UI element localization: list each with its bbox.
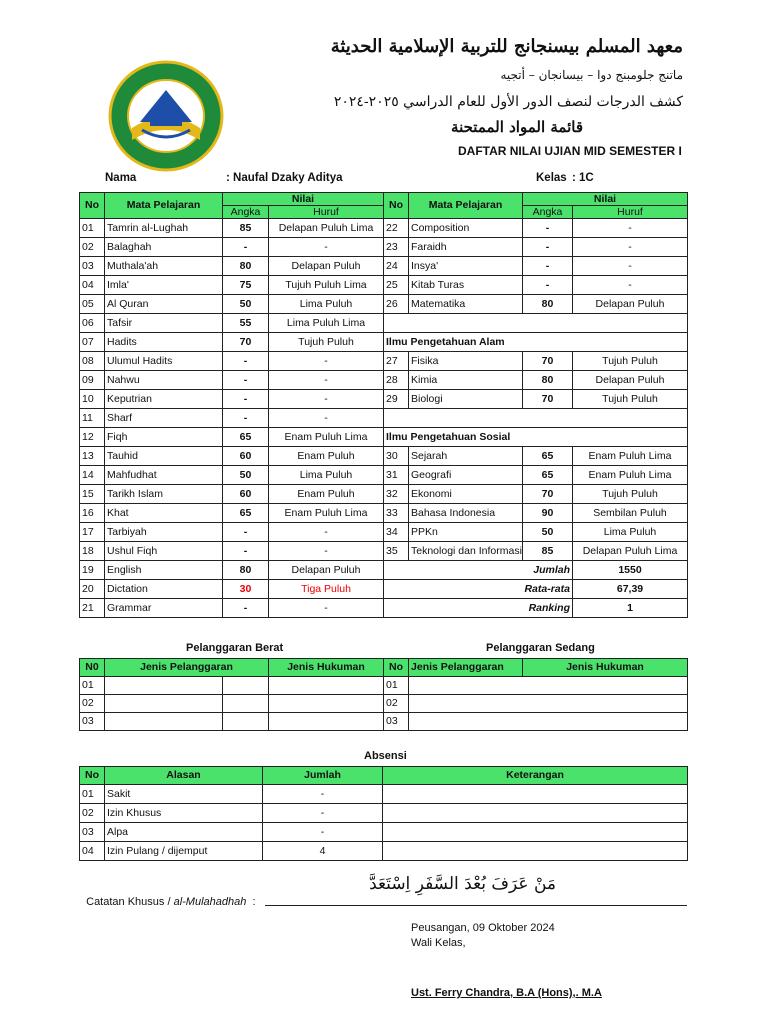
class-label: Kelas [536, 172, 567, 184]
grade-words-right: Tujuh Puluh [573, 485, 688, 504]
grade-no: 11 [80, 409, 105, 428]
grade-score-right: 80 [523, 295, 573, 314]
grade-no: 03 [80, 257, 105, 276]
grade-subject: Tarbiyah [105, 523, 223, 542]
grade-no: 15 [80, 485, 105, 504]
violations-medium-title: Pelanggaran Sedang [486, 642, 595, 654]
grade-subject-right: Geografi [409, 466, 523, 485]
grade-score: - [223, 599, 269, 618]
grade-subject-right: PPKn [409, 523, 523, 542]
grade-subject: English [105, 561, 223, 580]
grade-row [80, 371, 688, 390]
grade-words: - [269, 542, 384, 561]
grade-row [80, 257, 688, 276]
notes-label-italic: al-Mulahadhah [173, 896, 247, 908]
section-ips: Ilmu Pengetahuan Sosial [384, 428, 688, 447]
grade-words-right: Tujuh Puluh [573, 352, 688, 371]
grade-score: 30 [223, 580, 269, 599]
notes-line [265, 905, 687, 906]
col-huruf-right: Huruf [573, 206, 688, 219]
notes-label-suffix: : [246, 896, 256, 908]
grade-words: Lima Puluh Lima [269, 314, 384, 333]
grade-words-right: - [573, 276, 688, 295]
grade-no: 14 [80, 466, 105, 485]
col-no-right: No [384, 193, 409, 219]
violation-punishment-cell [269, 713, 384, 731]
grade-score: - [223, 371, 269, 390]
grade-subject-right: Insya' [409, 257, 523, 276]
grade-no-right: 35 [384, 542, 409, 561]
grade-no: 05 [80, 295, 105, 314]
notes-arabic-quote: مَنْ عَرَفَ بُعْدَ السَّفَرِ اِسْتَعَدَّ [369, 874, 556, 894]
school-logo [106, 56, 226, 176]
col-huruf: Huruf [269, 206, 384, 219]
violation-type-cell [105, 713, 223, 731]
grade-words: Tiga Puluh [269, 580, 384, 599]
signature-role: Wali Kelas, [411, 937, 466, 949]
grade-words: Delapan Puluh Lima [269, 219, 384, 238]
attendance-reason: Sakit [105, 785, 263, 804]
violations-col-type: Jenis Pelanggaran [105, 659, 269, 677]
total-value: 1550 [573, 561, 688, 580]
grade-row [80, 219, 688, 238]
col-nilai-right: Nilai [523, 193, 688, 206]
grade-score: - [223, 238, 269, 257]
violation-row-no: 02 [80, 695, 105, 713]
grade-words: - [269, 599, 384, 618]
violations-col-punishment: Jenis Hukuman [269, 659, 384, 677]
arabic-subject-list: قائمة المواد الممتحنة [451, 118, 583, 136]
grade-subject-right: Fisika [409, 352, 523, 371]
grade-words-right: - [573, 257, 688, 276]
col-angka-right: Angka [523, 206, 573, 219]
grade-words: - [269, 352, 384, 371]
grade-score: 80 [223, 257, 269, 276]
violation-cell-right [409, 695, 688, 713]
grade-no-right: 31 [384, 466, 409, 485]
violations-table [79, 658, 688, 731]
grade-score-right: 80 [523, 371, 573, 390]
grade-words-right: Delapan Puluh Lima [573, 542, 688, 561]
page-title: DAFTAR NILAI UJIAN MID SEMESTER I [458, 144, 682, 158]
violation-cell-right [409, 713, 688, 731]
grade-subject-right: Kitab Turas [409, 276, 523, 295]
grade-words: Tujuh Puluh [269, 333, 384, 352]
grade-score-right: 65 [523, 447, 573, 466]
attendance-notes [383, 804, 688, 823]
grade-no-right: 27 [384, 352, 409, 371]
violations-heavy-title: Pelanggaran Berat [186, 642, 284, 654]
grade-no: 19 [80, 561, 105, 580]
grade-subject-right: Teknologi dan Informasi [409, 542, 523, 561]
grade-no: 12 [80, 428, 105, 447]
grade-score: 80 [223, 561, 269, 580]
grade-words-right: Enam Puluh Lima [573, 466, 688, 485]
grade-score: 60 [223, 485, 269, 504]
grade-no-right: 33 [384, 504, 409, 523]
grade-row [80, 485, 688, 504]
grade-subject-right: Matematika [409, 295, 523, 314]
violation-punishment-cell [269, 695, 384, 713]
grade-subject: Khat [105, 504, 223, 523]
grade-subject: Tarikh Islam [105, 485, 223, 504]
grade-score-right: - [523, 219, 573, 238]
grade-subject-right: Bahasa Indonesia [409, 504, 523, 523]
grade-subject-right: Sejarah [409, 447, 523, 466]
arabic-report-title: كشف الدرجات لنصف الدور الأول للعام الدراسي ٢٠٢٥-٢٠٢٤ [333, 94, 683, 110]
grade-row [80, 333, 688, 352]
violation-spare-cell [223, 695, 269, 713]
grade-no: 07 [80, 333, 105, 352]
grade-score: 75 [223, 276, 269, 295]
violation-type-cell [105, 677, 223, 695]
grade-no: 13 [80, 447, 105, 466]
attendance-notes [383, 785, 688, 804]
grade-score: 55 [223, 314, 269, 333]
grade-words: Delapan Puluh [269, 257, 384, 276]
grade-subject-right: Kimia [409, 371, 523, 390]
grade-score: 85 [223, 219, 269, 238]
class-value: : 1C [572, 172, 594, 184]
violations-col-no: N0 [80, 659, 105, 677]
grade-subject: Fiqh [105, 428, 223, 447]
grade-subject: Tamrin al-Lughah [105, 219, 223, 238]
attendance-count: - [263, 785, 383, 804]
violations-col-type-right: Jenis Pelanggaran [409, 659, 523, 677]
violation-cell-right [409, 677, 688, 695]
grade-subject: Sharf [105, 409, 223, 428]
col-angka: Angka [223, 206, 269, 219]
grade-row [80, 428, 688, 447]
grade-score-right: 50 [523, 523, 573, 542]
grade-score-right: 70 [523, 352, 573, 371]
signature-name: Ust. Ferry Chandra, B.A (Hons),. M.A [411, 987, 602, 999]
grade-words: - [269, 523, 384, 542]
grade-words-right: - [573, 219, 688, 238]
grade-subject: Hadits [105, 333, 223, 352]
grade-score-right: 65 [523, 466, 573, 485]
grade-score: - [223, 409, 269, 428]
grade-words: - [269, 409, 384, 428]
grade-row [80, 238, 688, 257]
violation-type-cell [105, 695, 223, 713]
grade-score: 60 [223, 447, 269, 466]
grade-no-right: 23 [384, 238, 409, 257]
grade-score-right: 70 [523, 485, 573, 504]
grade-row [80, 295, 688, 314]
grade-no-right: 30 [384, 447, 409, 466]
grade-row [80, 523, 688, 542]
grade-subject: Tafsir [105, 314, 223, 333]
attendance-row-no: 04 [80, 842, 105, 861]
attendance-notes [383, 823, 688, 842]
attendance-count: - [263, 804, 383, 823]
grade-no-right: 22 [384, 219, 409, 238]
grade-no: 04 [80, 276, 105, 295]
grade-subject: Ulumul Hadits [105, 352, 223, 371]
grade-words-right: Delapan Puluh [573, 371, 688, 390]
grade-row [80, 352, 688, 371]
grade-no-right: 34 [384, 523, 409, 542]
signature-place-date: Peusangan, 09 Oktober 2024 [411, 922, 555, 934]
grade-score: - [223, 390, 269, 409]
grade-no: 01 [80, 219, 105, 238]
grade-row [80, 314, 688, 333]
notes-label [80, 884, 256, 908]
grade-words-right: Enam Puluh Lima [573, 447, 688, 466]
arabic-institution-name: معهد المسلم بيسنجانج للتربية الإسلامية الحديثة [330, 36, 683, 57]
grade-no: 17 [80, 523, 105, 542]
grade-subject: Muthala'ah [105, 257, 223, 276]
grade-no: 21 [80, 599, 105, 618]
name-label: Nama [105, 172, 137, 184]
name-value: : Naufal Dzaky Aditya [226, 172, 343, 184]
grade-row [80, 580, 688, 599]
grade-words-right: Lima Puluh [573, 523, 688, 542]
notes-label-prefix: Catatan Khusus / [86, 896, 174, 908]
grade-row [80, 409, 688, 428]
grade-empty-right [384, 409, 688, 428]
grade-subject: Imla' [105, 276, 223, 295]
grade-subject-right: Faraidh [409, 238, 523, 257]
grade-score-right: - [523, 238, 573, 257]
grade-row [80, 542, 688, 561]
attendance-col-notes: Keterangan [383, 767, 688, 785]
grade-score-right: 90 [523, 504, 573, 523]
grade-row [80, 599, 688, 618]
grade-no: 18 [80, 542, 105, 561]
grade-no: 09 [80, 371, 105, 390]
grade-subject: Mahfudhat [105, 466, 223, 485]
grade-row [80, 390, 688, 409]
grade-words: Lima Puluh [269, 295, 384, 314]
grade-no-right: 26 [384, 295, 409, 314]
col-nilai: Nilai [223, 193, 384, 206]
grade-no: 02 [80, 238, 105, 257]
grade-score: 50 [223, 295, 269, 314]
attendance-reason: Izin Pulang / dijemput [105, 842, 263, 861]
grade-words: - [269, 371, 384, 390]
average-label: Rata-rata [384, 580, 573, 599]
grade-no-right: 25 [384, 276, 409, 295]
grade-score: 70 [223, 333, 269, 352]
attendance-col-reason: Alasan [105, 767, 263, 785]
grade-no-right: 29 [384, 390, 409, 409]
rank-value: 1 [573, 599, 688, 618]
grade-subject-right: Ekonomi [409, 485, 523, 504]
grade-score: 65 [223, 428, 269, 447]
arabic-address: ماتنج جلومبنج دوا – بيسانجان – أتجيه [500, 68, 683, 82]
attendance-row-no: 01 [80, 785, 105, 804]
grades-table [79, 192, 688, 618]
grade-score: 65 [223, 504, 269, 523]
grade-subject-right: Composition [409, 219, 523, 238]
violation-row-no-right: 02 [384, 695, 409, 713]
attendance-col-no: No [80, 767, 105, 785]
total-label: Jumlah [384, 561, 573, 580]
grade-score: - [223, 542, 269, 561]
grade-no-right: 32 [384, 485, 409, 504]
grade-subject: Dictation [105, 580, 223, 599]
grade-subject: Ushul Fiqh [105, 542, 223, 561]
grade-subject: Balaghah [105, 238, 223, 257]
col-subject-right: Mata Pelajaran [409, 193, 523, 219]
grade-no: 16 [80, 504, 105, 523]
col-subject: Mata Pelajaran [105, 193, 223, 219]
grade-words: Enam Puluh [269, 447, 384, 466]
grade-subject: Grammar [105, 599, 223, 618]
grade-words-right: - [573, 238, 688, 257]
grade-no: 20 [80, 580, 105, 599]
grade-empty-right [384, 314, 688, 333]
grade-score-right: - [523, 276, 573, 295]
grade-words: Tujuh Puluh Lima [269, 276, 384, 295]
attendance-count: 4 [263, 842, 383, 861]
grade-subject: Tauhid [105, 447, 223, 466]
grade-words: Lima Puluh [269, 466, 384, 485]
attendance-count: - [263, 823, 383, 842]
violations-col-no-right: No [384, 659, 409, 677]
grade-no-right: 24 [384, 257, 409, 276]
grade-words-right: Tujuh Puluh [573, 390, 688, 409]
average-value: 67,39 [573, 580, 688, 599]
violation-row-no: 01 [80, 677, 105, 695]
attendance-notes [383, 842, 688, 861]
attendance-row-no: 02 [80, 804, 105, 823]
violation-punishment-cell [269, 677, 384, 695]
grade-score-right: 85 [523, 542, 573, 561]
grade-words-right: Sembilan Puluh [573, 504, 688, 523]
grade-subject: Nahwu [105, 371, 223, 390]
violation-row-no-right: 03 [384, 713, 409, 731]
attendance-reason: Alpa [105, 823, 263, 842]
grade-no: 08 [80, 352, 105, 371]
grade-row [80, 466, 688, 485]
grade-score-right: - [523, 257, 573, 276]
grade-words: Enam Puluh Lima [269, 428, 384, 447]
grade-score: - [223, 352, 269, 371]
grade-no: 10 [80, 390, 105, 409]
grade-words: Enam Puluh [269, 485, 384, 504]
attendance-title: Absensi [364, 750, 407, 762]
violation-spare-cell [223, 713, 269, 731]
rank-label: Ranking [384, 599, 573, 618]
grade-row [80, 561, 688, 580]
grade-words: Enam Puluh Lima [269, 504, 384, 523]
violation-row-no-right: 01 [384, 677, 409, 695]
violation-spare-cell [223, 677, 269, 695]
attendance-reason: Izin Khusus [105, 804, 263, 823]
grade-no-right: 28 [384, 371, 409, 390]
attendance-row-no: 03 [80, 823, 105, 842]
grade-words: Delapan Puluh [269, 561, 384, 580]
attendance-col-count: Jumlah [263, 767, 383, 785]
grade-words: - [269, 238, 384, 257]
grade-row [80, 276, 688, 295]
grade-subject-right: Biologi [409, 390, 523, 409]
grade-words-right: Delapan Puluh [573, 295, 688, 314]
grade-words: - [269, 390, 384, 409]
attendance-table [79, 766, 688, 861]
grade-no: 06 [80, 314, 105, 333]
section-ipa: Ilmu Pengetahuan Alam [384, 333, 688, 352]
grade-row [80, 504, 688, 523]
grade-score-right: 70 [523, 390, 573, 409]
col-no: No [80, 193, 105, 219]
grade-score: 50 [223, 466, 269, 485]
violations-col-punishment-right: Jenis Hukuman [523, 659, 688, 677]
grade-score: - [223, 523, 269, 542]
grade-subject: Al Quran [105, 295, 223, 314]
violation-row-no: 03 [80, 713, 105, 731]
grade-row [80, 447, 688, 466]
grade-subject: Keputrian [105, 390, 223, 409]
